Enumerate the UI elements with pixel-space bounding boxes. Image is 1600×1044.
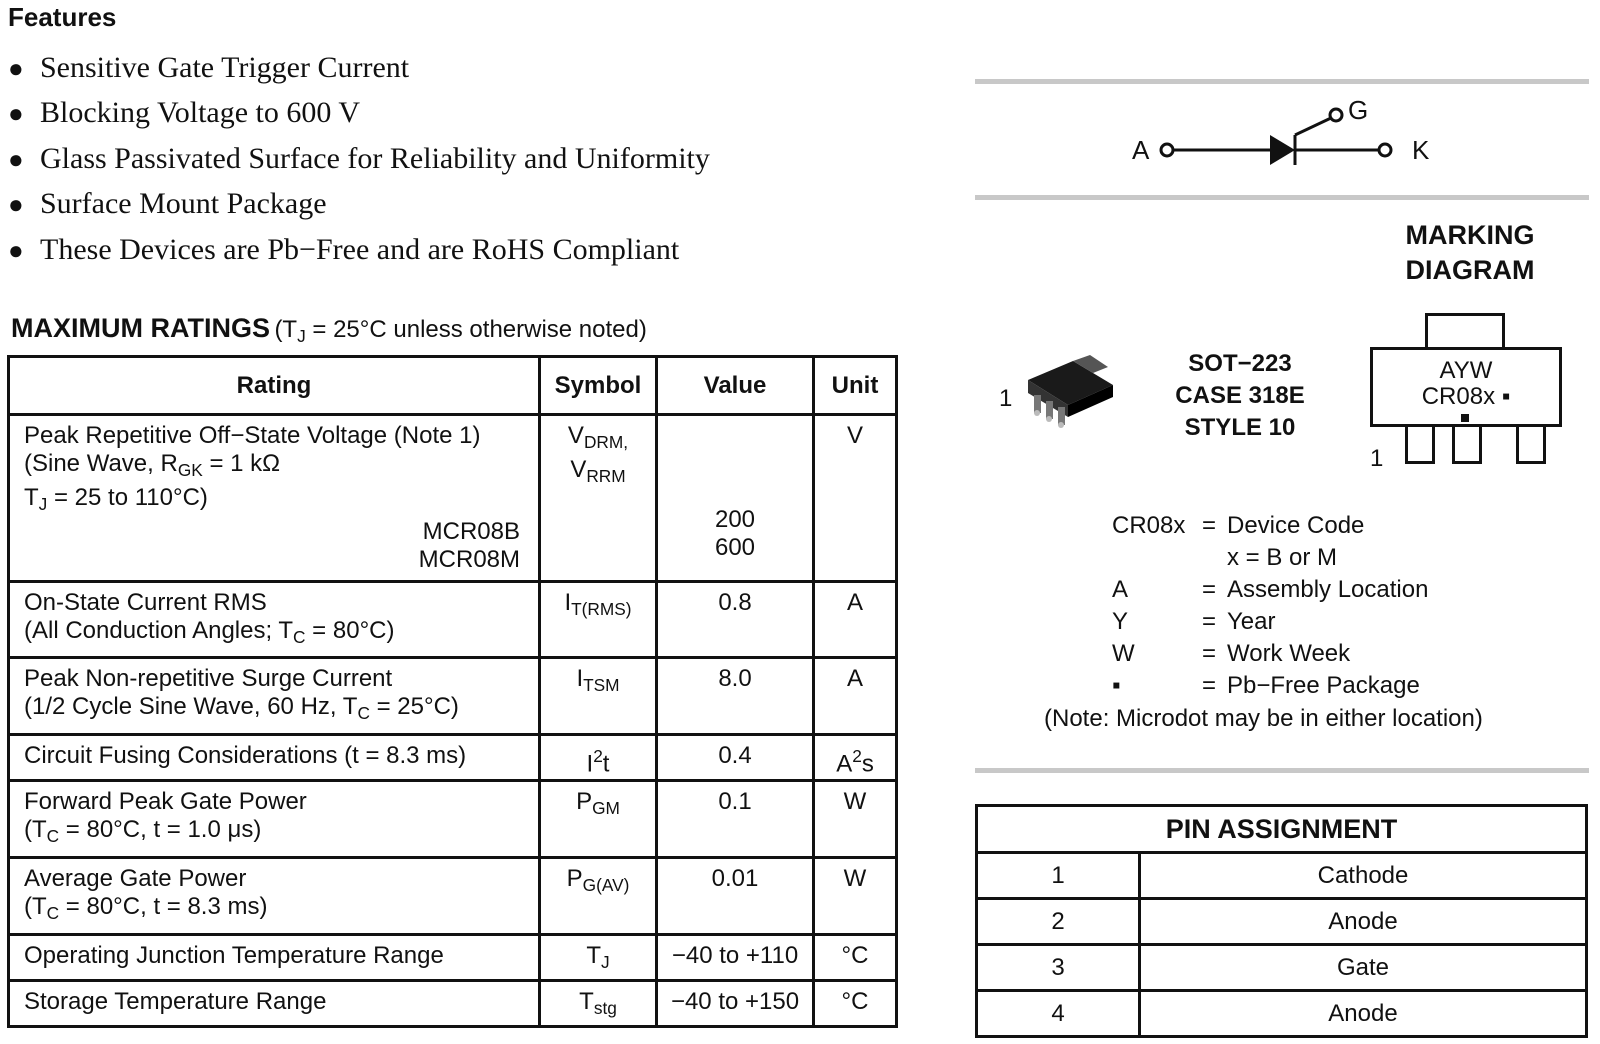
marking-lead	[1452, 424, 1482, 464]
unit-cell: °C	[814, 980, 897, 1026]
symbol-cell: $I^2t$	[540, 735, 657, 781]
unit-cell: $A^2s$	[814, 735, 897, 781]
table-row	[9, 858, 897, 935]
legend-row: x = B or M	[1227, 544, 1338, 571]
legend-row: ▪ = Pb−Free Package	[1112, 672, 1420, 699]
unit-cell: A	[814, 581, 897, 658]
rating-cell: Storage Temperature Range	[9, 980, 540, 1026]
list-item: ● These Devices are Pb−Free and are RoHS Compliant	[8, 232, 710, 277]
table-row	[9, 934, 897, 980]
table-row: 3 Gate	[977, 945, 1587, 991]
value-cell: 0.4	[657, 735, 814, 781]
marking-line-2: CR08x ▪	[1421, 383, 1511, 410]
table-header-row	[9, 357, 897, 415]
symbol-cell: $V_{DRM,}$ $V_{RRM}$	[540, 415, 657, 582]
table-row	[9, 658, 897, 735]
value-cell: 0.01	[657, 858, 814, 935]
list-item: ● Blocking Voltage to 600 V	[8, 95, 710, 140]
unit-cell: W	[814, 781, 897, 858]
legend-row: Y = Year	[1112, 608, 1276, 635]
max-ratings-table	[7, 355, 898, 1028]
marking-lead	[1516, 424, 1546, 464]
table-row	[9, 781, 897, 858]
pin-assignment-table	[975, 804, 1588, 1038]
value-cell: 8.0	[657, 658, 814, 735]
bullet-icon: ●	[8, 99, 24, 129]
table-row: 1 Cathode	[977, 853, 1587, 899]
divider	[975, 768, 1589, 773]
unit-cell: A	[814, 658, 897, 735]
symbol-cell: $I_{TSM}$	[540, 658, 657, 735]
value-cell: −40 to +150	[657, 980, 814, 1026]
rating-cell: Forward Peak Gate Power ($T_C = 80^\circ C$, t = 1.0 μs)	[9, 781, 540, 858]
table-row	[9, 415, 897, 582]
features-list	[8, 50, 710, 277]
package-pin1-label: 1	[999, 385, 1013, 412]
marking-lead	[1405, 424, 1435, 464]
symbol-cell: $P_{G(AV)}$	[540, 858, 657, 935]
table-row: 4 Anode	[977, 991, 1587, 1037]
col-symbol-header: Symbol	[540, 357, 657, 415]
microdot-icon	[1461, 414, 1469, 422]
col-rating-header: Rating	[9, 357, 540, 415]
col-unit-header: Unit	[814, 357, 897, 415]
value-cell: 200 600	[657, 415, 814, 582]
rating-cell: Peak Repetitive Off−State Voltage (Note 1) (Sine Wave, $R_{GK} = 1$ kΩ $T_J = 25$ to 110°C) MCR08B MCR08M	[9, 415, 540, 582]
table-row	[9, 980, 897, 1026]
value-cell: −40 to +110	[657, 934, 814, 980]
divider	[975, 195, 1589, 200]
scr-symbol-icon	[1150, 100, 1420, 180]
table-row	[9, 735, 897, 781]
rating-cell: Circuit Fusing Considerations (t = 8.3 ms)	[9, 735, 540, 781]
divider	[975, 79, 1589, 84]
value-cell: 0.8	[657, 581, 814, 658]
list-item: ● Sensitive Gate Trigger Current	[8, 50, 710, 95]
table-row	[9, 581, 897, 658]
pin-assignment-title: PIN ASSIGNMENT	[977, 806, 1587, 853]
max-ratings-title: MAXIMUM RATINGS ($T_J = 25^\circ C$ unless otherwise noted)	[11, 313, 647, 346]
unit-cell: °C	[814, 934, 897, 980]
rating-cell: On-State Current RMS (All Conduction Angles; $T_C = 80^\circ C$)	[9, 581, 540, 658]
symbol-cell: $T_J$	[540, 934, 657, 980]
marking-line-1: AYW	[1439, 357, 1493, 384]
list-item: ● Glass Passivated Surface for Reliability and Uniformity	[8, 141, 710, 186]
microdot-note: (Note: Microdot may be in either location)	[1044, 705, 1483, 732]
anode-label: A	[1132, 135, 1150, 165]
marking-legend	[1112, 512, 1532, 702]
package-info: SOT−223 CASE 318E STYLE 10	[1175, 350, 1305, 441]
symbol-cell: $P_{GM}$	[540, 781, 657, 858]
sot223-package-icon	[1018, 355, 1123, 435]
bullet-icon: ●	[8, 235, 24, 265]
symbol-cell: $T_{stg}$	[540, 980, 657, 1026]
cathode-label: K	[1412, 135, 1430, 165]
legend-row: A = Assembly Location	[1112, 576, 1429, 603]
legend-row: CR08x = Device Code	[1112, 512, 1365, 539]
legend-row: W = Work Week	[1112, 640, 1351, 667]
bullet-icon: ●	[8, 144, 24, 174]
list-item: ● Surface Mount Package	[8, 186, 710, 231]
col-value-header: Value	[657, 357, 814, 415]
bullet-icon: ●	[8, 54, 24, 83]
rating-cell: Average Gate Power ($T_C = 80^\circ C$, t = 8.3 ms)	[9, 858, 540, 935]
unit-cell: V	[814, 415, 897, 582]
marking-pin1-label: 1	[1370, 445, 1384, 472]
value-cell: 0.1	[657, 781, 814, 858]
features-heading: Features	[8, 2, 117, 32]
gate-label: G	[1348, 95, 1369, 125]
bullet-icon: ●	[8, 190, 24, 220]
marking-tab	[1425, 313, 1505, 349]
rating-cell: Peak Non-repetitive Surge Current (1/2 Cycle Sine Wave, 60 Hz, $T_C = 25^\circ C$)	[9, 658, 540, 735]
unit-cell: W	[814, 858, 897, 935]
table-row: 2 Anode	[977, 899, 1587, 945]
marking-diagram-title: MARKING DIAGRAM	[1405, 220, 1535, 285]
symbol-cell: $I_{T(RMS)}$	[540, 581, 657, 658]
rating-cell: Operating Junction Temperature Range	[9, 934, 540, 980]
